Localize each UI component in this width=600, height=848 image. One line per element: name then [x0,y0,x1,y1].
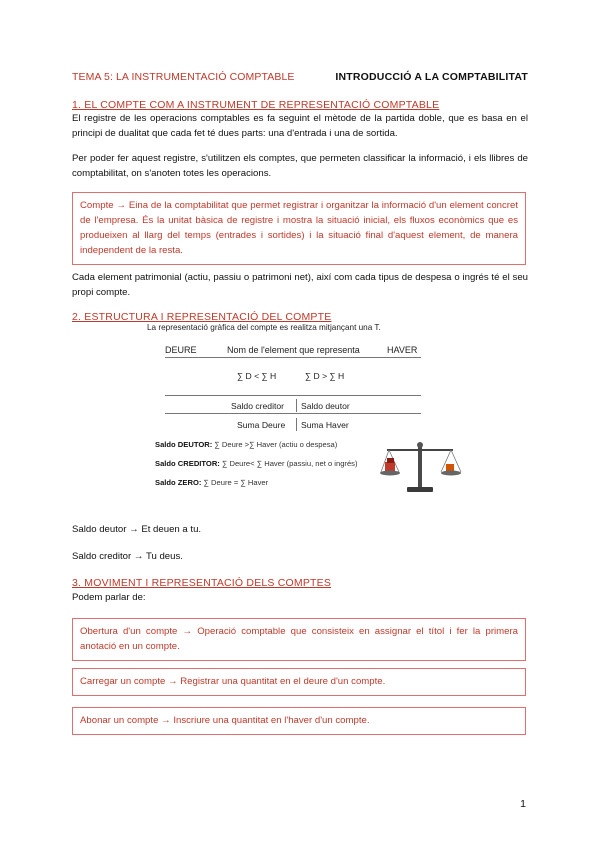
element-label: Nom de l'element que representa [227,345,360,355]
t-account-divider-1 [296,399,297,412]
suma-haver-label: Suma Haver [301,420,349,430]
section-1-title: 1. EL COMPTE COM A INSTRUMENT DE REPRESENTACIÓ COMPTABLE [72,99,440,111]
deure-label: DEURE [165,345,197,355]
section-1-paragraph-1: El registre de les operacions comptables es fa seguint el mètode de la partida doble, que es basa en el principi de dualitat que cada fet té dues parts: una d'entrada i una de sortida. [72,113,528,139]
definition-box-carregar: Carregar un compte → Registrar una quantitat en el deure d'un compte. [72,668,526,696]
header-topic: TEMA 5: LA INSTRUMENTACIÓ COMPTABLE [72,71,295,83]
rule-saldo-creditor-label: Saldo CREDITOR: [155,459,220,468]
t-account-mid-line [165,395,421,396]
rule-saldo-creditor-text: ∑ Deure< ∑ Haver (passiu, net o ingrés) [219,459,358,468]
page-number: 1 [520,798,526,810]
saldo-deutor-note: Saldo deutor → Et deuen a tu. [72,524,202,535]
section-1-paragraph-3: Cada element patrimonial (actiu, passiu o patrimoni net), així com cada tipus de despesa o ingrés té el seu propi compte. [72,272,528,298]
definition-box-compte: Compte → Eina de la comptabilitat que permet registrar i organitzar la informació d'un element concret de l'empresa. És la unitat bàsica de registre i mostra la situació inicial, els fluxos econòmics que es produeixen al llarg del temps (entrades i sortides) i la situació final d'aquest element, de manera independent de la resta. [72,192,526,265]
section-1-paragraph-2: Per poder fer aquest registre, s'utilitzen els comptes, que permeten classificar la informació, i els llibres de comptabilitat, on s'anoten totes les operacions. [72,153,528,179]
sum-right-formula: ∑ D > ∑ H [305,371,345,381]
saldo-creditor-label: Saldo creditor [231,401,285,411]
section-3-intro: Podem parlar de: [72,592,146,603]
t-account-divider-2 [296,418,297,431]
rule-saldo-creditor [155,459,358,468]
diagram-caption: La representació gràfica del compte es realitza mitjançant una T. [147,323,381,332]
rule-saldo-deutor-text: ∑ Deure >∑ Haver (actiu o despesa) [212,440,338,449]
haver-label: HAVER [387,345,418,355]
t-account-diagram [145,323,465,503]
saldo-creditor-note: Saldo creditor → Tu deus. [72,551,183,562]
sum-left-formula: ∑ D < ∑ H [237,371,277,381]
t-account-top-line [165,357,421,358]
definition-box-obertura: Obertura d'un compte → Operació comptable que consisteix en assignar el títol i fer la primera anotació en un compte. [72,618,526,661]
rule-saldo-zero-label: Saldo ZERO: [155,478,202,487]
suma-deure-label: Suma Deure [237,420,286,430]
balance-scale-icon [377,438,463,498]
rule-saldo-zero-text: ∑ Deure = ∑ Haver [201,478,269,487]
definition-box-abonar: Abonar un compte → Inscriure una quantitat en l'haver d'un compte. [72,707,526,735]
rule-saldo-zero [155,478,268,487]
section-3-title: 3. MOVIMENT I REPRESENTACIÓ DELS COMPTES [72,577,332,589]
rule-saldo-deutor [155,440,337,449]
section-2-title: 2. ESTRUCTURA I REPRESENTACIÓ DEL COMPTE [72,311,332,323]
rule-saldo-deutor-label: Saldo DEUTOR: [155,440,213,449]
t-account-bottom-line [165,413,421,414]
header-subject: INTRODUCCIÓ A LA COMPTABILITAT [335,71,528,83]
saldo-deutor-label: Saldo deutor [301,401,350,411]
